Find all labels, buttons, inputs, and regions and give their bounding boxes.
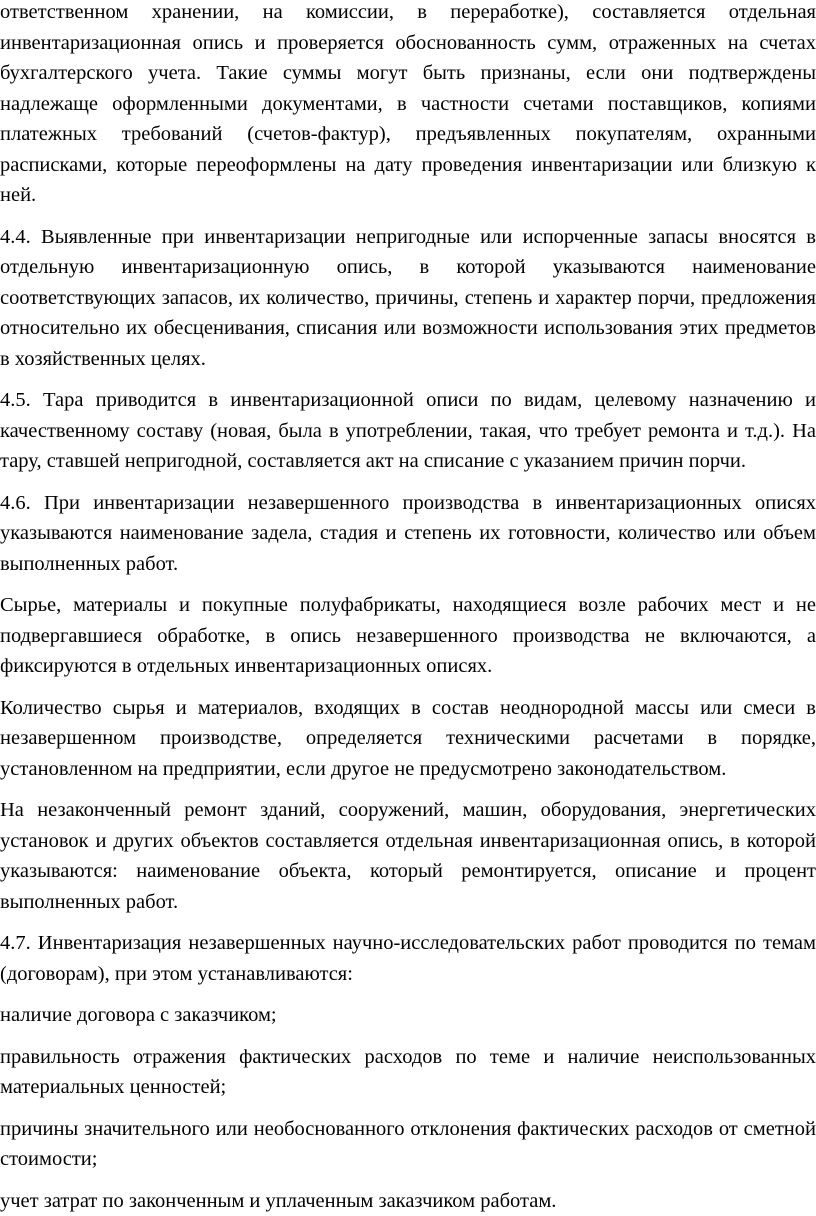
paragraph-raw-materials: Сырье, материалы и покупные полуфабрикаты, находящиеся возле рабочих мест и не подвергавшиеся обработке, в опись незавершенного производства не включаются, а фиксируются в отдельных инвентаризационных описях. <box>0 590 816 682</box>
paragraph-4-6: 4.6. При инвентаризации незавершенного производства в инвентаризационных описях указываются наименование задела, стадия и степень их готовности, количество или объем выполненных работ. <box>0 488 816 580</box>
list-item-contract: наличие договора с заказчиком; <box>0 1000 816 1031</box>
paragraph-4-4: 4.4. Выявленные при инвентаризации непригодные или испорченные запасы вносятся в отдельную инвентаризационную опись, в которой указываются наименование соответствующих запасов, их количество, причины, степень и характер порчи, предложения относительно их обесценивания, списания или возможности использования этих предметов в хозяйственных целях. <box>0 222 816 375</box>
paragraph-4-5: 4.5. Тара приводится в инвентаризационной описи по видам, целевому назначению и качественному составу (новая, была в употреблении, такая, что требует ремонта и т.д.). На тару, ставшей непригодной, составляется акт на списание с указанием причин порчи. <box>0 385 816 477</box>
list-item-deviation: причины значительного или необоснованного отклонения фактических расходов от сметной стоимости; <box>0 1114 816 1175</box>
paragraph-continuation: ответственном хранении, на комиссии, в переработке), составляется отдельная инвентаризационная опись и проверяется обоснованность сумм, отраженных на счетах бухгалтерского учета. Такие суммы могут быть признаны, если они подтверждены надлежаще оформленными документами, в частности счетами поставщиков, копиями платежных требований (счетов-фактур), предъявленных покупателям, охранными расписками, которые переоформлены на дату проведения инвентаризации или близкую к ней. <box>0 0 816 211</box>
paragraph-4-7: 4.7. Инвентаризация незавершенных научно-исследовательских работ проводится по темам (договорам), при этом устанавливаются: <box>0 928 816 989</box>
list-item-expenses: правильность отражения фактических расходов по теме и наличие неиспользованных материальных ценностей; <box>0 1042 816 1103</box>
paragraph-quantity-materials: Количество сырья и материалов, входящих в состав неоднородной массы или смеси в незавершенном производстве, определяется техническими расчетами в порядке, установленном на предприятии, если другое не предусмотрено законодательством. <box>0 693 816 785</box>
paragraph-unfinished-repair: На незаконченный ремонт зданий, сооружений, машин, оборудования, энергетических установок и других объектов составляется отдельная инвентаризационная опись, в которой указываются: наименование объекта, который ремонтируется, описание и процент выполненных работ. <box>0 795 816 917</box>
list-item-costs: учет затрат по законченным и уплаченным заказчиком работам. <box>0 1186 816 1216</box>
